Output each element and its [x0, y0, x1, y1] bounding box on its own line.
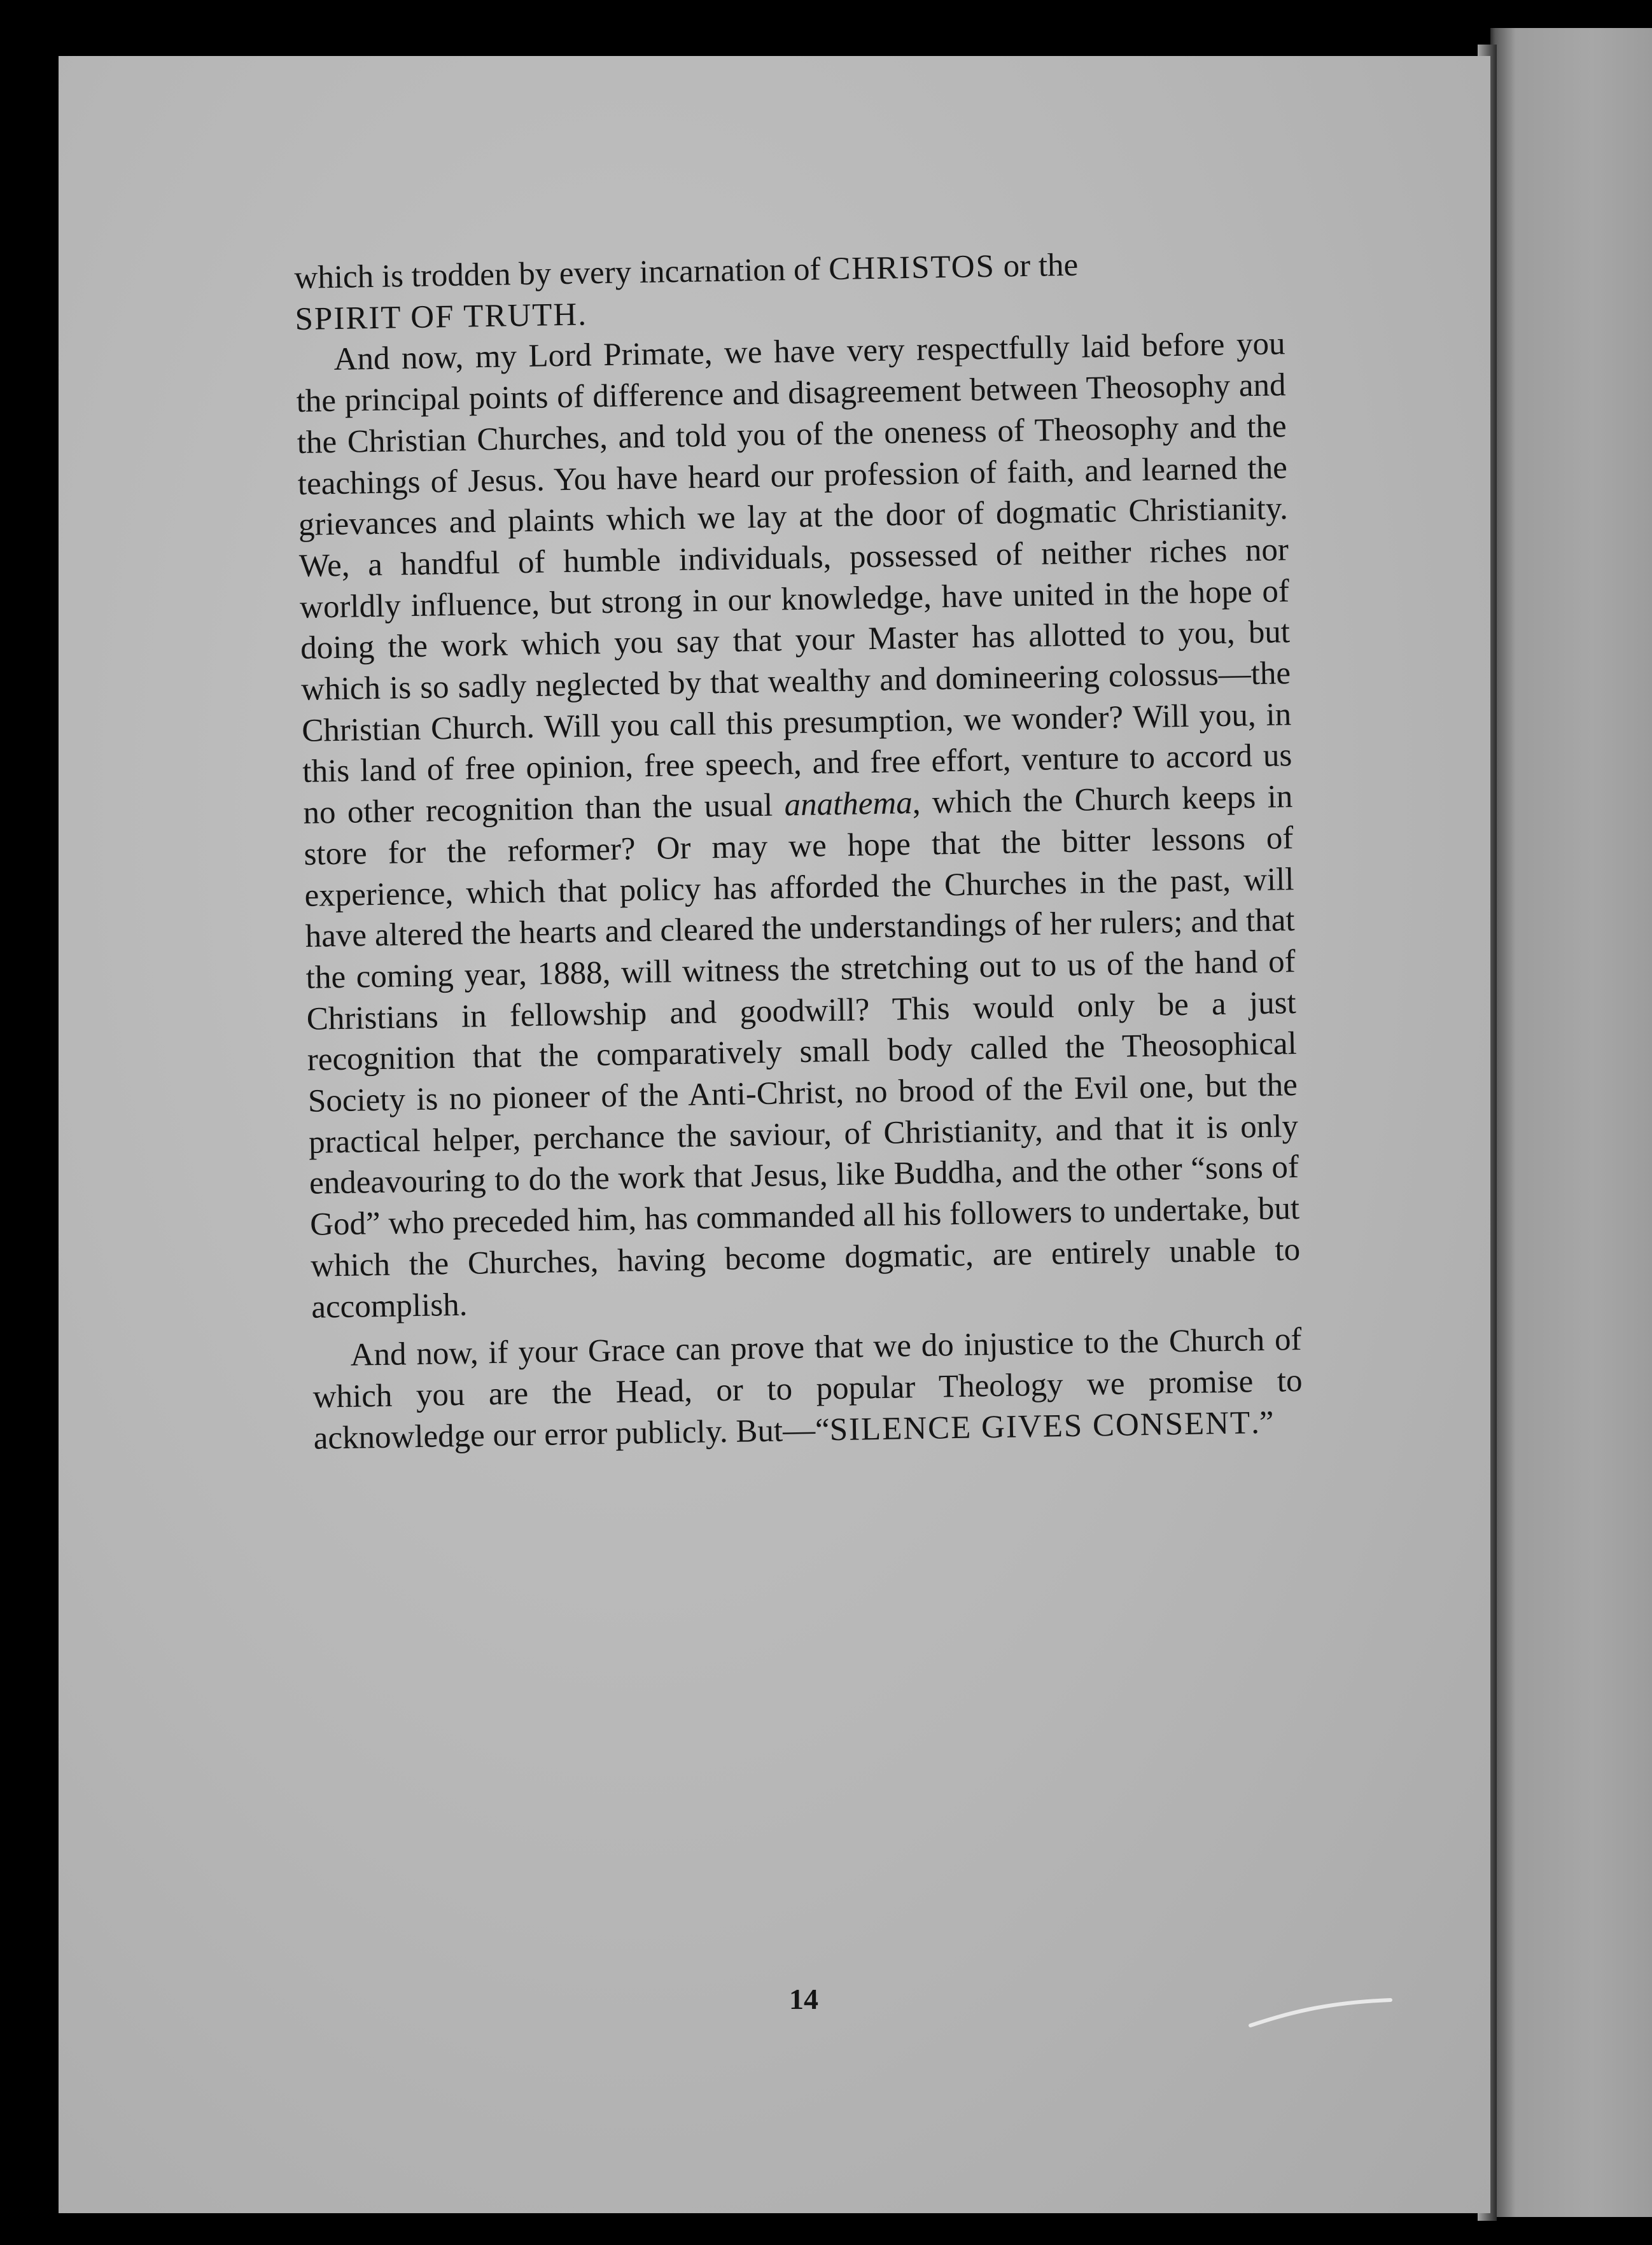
text-run: And now, my Lord Primate, we have very respectfully laid before you the principal points of difference and disagreement between Theosophy and the Christian Churches, and told you of the oneness of Theosophy and the teachings of Jesus. You have heard our profession of faith, and learned the grievances and plaints which we lay at the door of dogmatic Christianity. We, a handful of humble individuals, possessed of neither riches nor worldly influence, but strong in our knowledge, have united in the hope of doing the work which you say that your Master has allotted to you, but which is so sadly neglected by that wealthy and domineering colossus—the Christian Church. Will you call this presumption, we wonder? Will you, in this land of free opinion, free speech, and free effort, venture to accord us no other recognition than the usual: [296, 326, 1292, 832]
text-run-italic: anathema: [784, 785, 913, 823]
text-run: .”: [1250, 1404, 1274, 1441]
text-run-caps: CHRISTOS: [828, 248, 996, 288]
body-text: [294, 241, 1303, 1459]
paragraph-1: [294, 241, 1285, 340]
text-run: And now, if your Grace can prove that we do injustice to the Church of which you are the Head, or to popular Theology we promise to acknowledge our error publicly. But—“: [312, 1322, 1303, 1457]
text-run: .: [577, 297, 587, 333]
paragraph-3: [312, 1319, 1303, 1459]
text-run: or the: [995, 247, 1079, 284]
paragraph-2: [295, 324, 1301, 1328]
page-number: 14: [789, 1983, 818, 2015]
text-run: which is trodden by every incarnation of: [294, 251, 829, 296]
text-run-caps: SPIRIT OF TRUTH: [295, 297, 578, 337]
adjacent-page-edge: [1490, 28, 1652, 2217]
text-run-caps: SILENCE GIVES CONSENT: [829, 1405, 1252, 1448]
scratch-mark: [1247, 1989, 1394, 2033]
text-run: , which the Church keeps in store for the reformer? Or may we hope that the bitter lessons of experience, which that policy has afforded the Churches in the past, will have altered the hearts and cleared the understandings of her rulers; and that the coming year, 1888, will witness the stretching out to us of the hand of Christians in fellowship and goodwill? This would only be a just recognition that the comparatively small body called the Theosophical Society is no pioneer of the Anti-Christ, no brood of the Evil one, but the practical helper, perchance the saviour, of Christianity, and that it is only endeavouring to do the work that Jesus, like Buddha, and the other “sons of God” who preceded him, has commanded all his followers to undertake, but which the Churches, having become dogmatic, are entirely unable to accomplish.: [304, 779, 1301, 1325]
